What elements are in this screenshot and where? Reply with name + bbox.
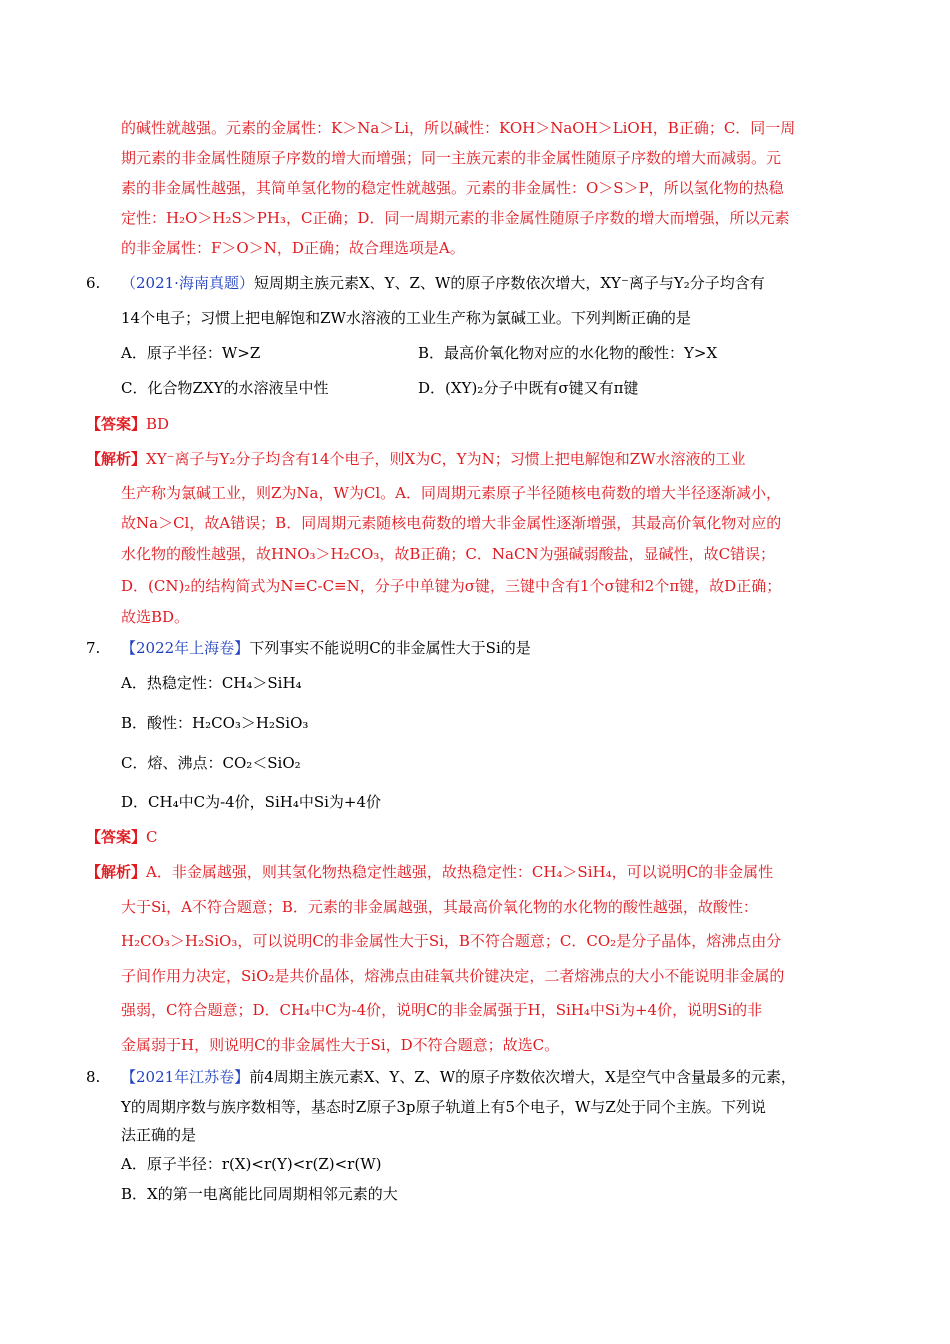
- q7-analysis-line-3: H₂CO₃＞H₂SiO₃，可以说明C的非金属性大于Si，B不符合题意；C．CO₂是分子晶体，熔沸点由分: [121, 932, 782, 950]
- q6-option-b: B．最高价氧化物对应的水化物的酸性：Y>X: [418, 344, 718, 362]
- q8-stem-line-1: [121, 1066, 796, 1090]
- q7-answer-value: C: [146, 828, 158, 846]
- q7-analysis-line-5: 强弱，C符合题意；D．CH₄中C为-4价，说明C的非金属强于H，SiH₄中Si为+4价，说明Si的非: [121, 1001, 763, 1019]
- q6-option-c: C．化合物ZXY的水溶液呈中性: [121, 379, 329, 397]
- prev-analysis-line-3: 素的非金属性越强，其简单氢化物的稳定性就越强。元素的非金属性：O＞S＞P，所以氢化物的热稳: [121, 179, 784, 197]
- q7-analysis-line-6: 金属弱于H，则说明C的非金属性大于Si，D不符合题意；故选C。: [121, 1036, 560, 1054]
- q8-stem-line-2: Y的周期序数与族序数相等，基态时Z原子3p原子轨道上有5个电子，W与Z处于同个主族。下列说: [121, 1098, 766, 1116]
- q7-analysis-line-1: [86, 861, 773, 885]
- q6-number: 6.: [86, 274, 101, 292]
- q7-stem-line: [121, 637, 531, 661]
- q7-option-d: D．CH₄中C为-4价，SiH₄中Si为+4价: [121, 793, 382, 811]
- q7-stem: 下列事实不能说明C的非金属性大于Si的是: [249, 639, 531, 657]
- q6-stem-line-1: [121, 272, 765, 296]
- q8-source: 【2021年江苏卷】: [121, 1068, 250, 1086]
- q6-stem-line-2: 14个电子；习惯上把电解饱和ZW水溶液的工业生产称为氯碱工业。下列判断正确的是: [121, 309, 691, 327]
- q8-option-b: B．X的第一电离能比同周期相邻元素的大: [121, 1185, 398, 1203]
- q6-answer-label: 【答案】: [86, 415, 147, 433]
- q6-stem-1: 短周期主族元素X、Y、Z、W的原子序数依次增大，XY⁻离子与Y₂分子均含有: [253, 274, 765, 292]
- q7-option-c: C．熔、沸点：CO₂＜SiO₂: [121, 754, 301, 772]
- q7-analysis-line-2: 大于Si，A不符合题意；B．元素的非金属越强，其最高价氧化物的水化物的酸性越强，故酸性：: [121, 898, 758, 916]
- q6-analysis-line-2: 生产称为氯碱工业，则Z为Na，W为Cl。A．同周期元素原子半径随核电荷数的增大半径逐渐减小，: [121, 484, 782, 502]
- prev-analysis-line-1: 的碱性就越强。元素的金属性：K＞Na＞Li，所以碱性：KOH＞NaOH＞LiOH，B正确；C．同一周: [121, 119, 796, 137]
- q7-analysis-line-4: 子间作用力决定，SiO₂是共价晶体，熔沸点由硅氧共价键决定，二者熔沸点的大小不能说明非金属的: [121, 967, 785, 985]
- prev-analysis-line-2: 期元素的非金属性随原子序数的增大而增强；同一主族元素的非金属性随原子序数的增大而减弱。元: [121, 149, 782, 167]
- q8-option-a: A．原子半径：r(X)<r(Y)<r(Z)<r(W): [121, 1155, 382, 1173]
- q6-analysis-line-1: [86, 448, 746, 472]
- q7-number: 7.: [86, 639, 101, 657]
- q8-number: 8.: [86, 1068, 101, 1086]
- q7-option-b: B．酸性：H₂CO₃＞H₂SiO₃: [121, 714, 309, 732]
- q6-analysis-text-1: XY⁻离子与Y₂分子均含有14个电子，则X为C，Y为N；习惯上把电解饱和ZW水溶液的工业: [146, 450, 746, 468]
- q6-option-a: A．原子半径：W>Z: [121, 344, 261, 362]
- q7-option-a: A．热稳定性：CH₄＞SiH₄: [121, 674, 302, 692]
- q7-analysis-label: 【解析】: [86, 863, 147, 881]
- q7-analysis-text-1: A．非金属越强，则其氢化物热稳定性越强，故热稳定性：CH₄＞SiH₄，可以说明C的非金属性: [146, 863, 774, 881]
- q7-answer-label: 【答案】: [86, 828, 147, 846]
- q6-answer: [86, 413, 169, 437]
- q8-stem-line-3: 法正确的是: [121, 1126, 197, 1144]
- q6-option-d: D．(XY)₂分子中既有σ键又有π键: [418, 379, 639, 397]
- q6-analysis-line-3: 故Na＞Cl，故A错误；B．同周期元素随核电荷数的增大非金属性逐渐增强，其最高价氧化物对应的: [121, 514, 782, 532]
- q8-stem-1: 前4周期主族元素X、Y、Z、W的原子序数依次增大，X是空气中含量最多的元素，: [249, 1068, 796, 1086]
- q6-analysis-line-5: D．(CN)₂的结构简式为N≡C-C≡N，分子中单键为σ键，三键中含有1个σ键和2个π键，故D正确；: [121, 577, 782, 595]
- q7-answer: [86, 826, 158, 850]
- q7-source: 【2022年上海卷】: [121, 639, 250, 657]
- q6-answer-value: BD: [146, 415, 170, 433]
- q6-analysis-label: 【解析】: [86, 450, 147, 468]
- prev-analysis-line-5: 的非金属性：F＞O＞N，D正确；故合理选项是A。: [121, 239, 465, 257]
- prev-analysis-line-4: 定性：H₂O＞H₂S＞PH₃，C正确；D．同一周期元素的非金属性随原子序数的增大而增强，所以元素: [121, 209, 790, 227]
- q6-analysis-line-4: 水化物的酸性越强，故HNO₃＞H₂CO₃，故B正确；C．NaCN为强碱弱酸盐，显碱性，故C错误；: [121, 545, 776, 563]
- q6-source: （2021·海南真题）: [121, 274, 254, 292]
- q6-analysis-line-6: 故选BD。: [121, 608, 190, 626]
